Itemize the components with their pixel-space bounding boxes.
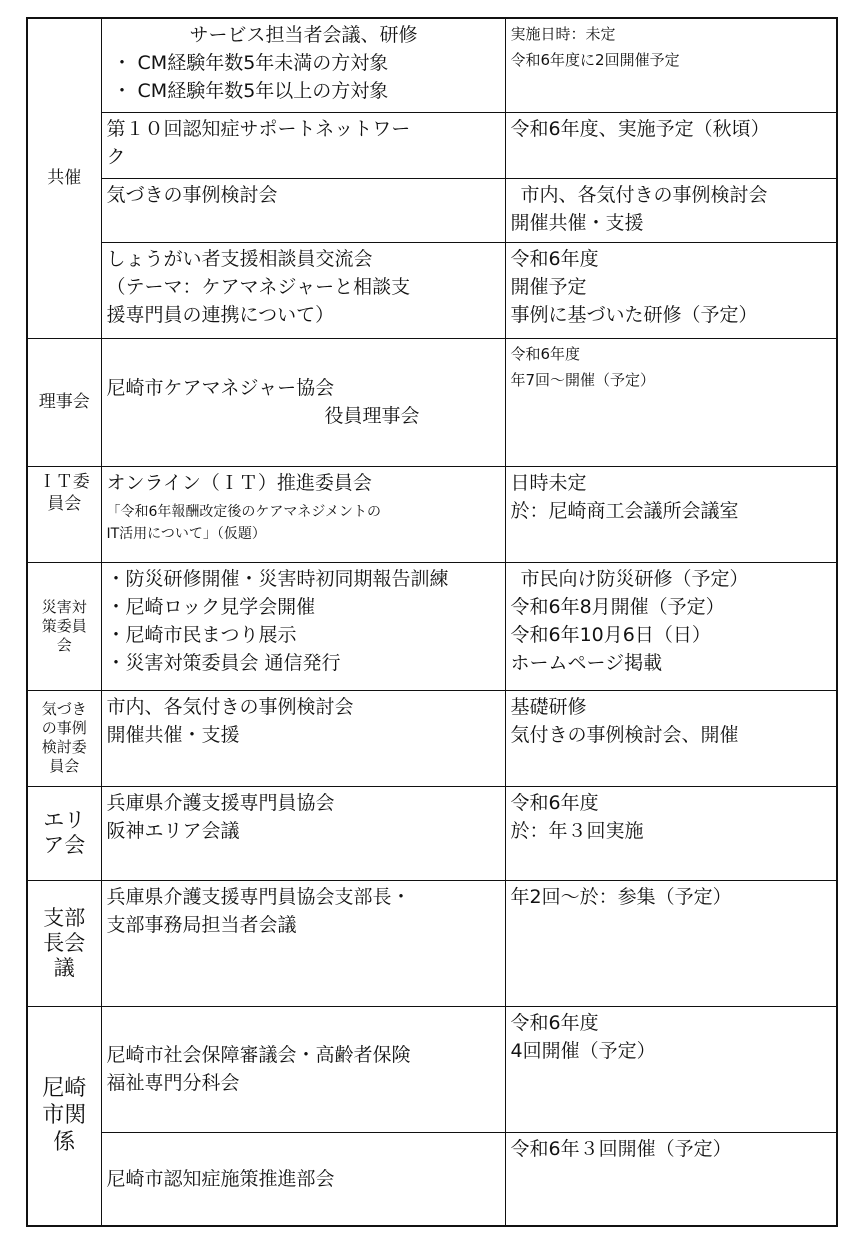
category-label: 長会 (43, 930, 86, 955)
schedule-cell (505, 786, 837, 880)
schedule-text: 事例に基づいた研修（予定） (510, 303, 758, 326)
category-label: 検討委 (41, 738, 87, 756)
event-text: 福祉専門分科会 (106, 1072, 240, 1094)
category-label: 災害対 (41, 597, 87, 616)
schedule-text: 開催予定 (510, 275, 587, 298)
category-cell-disaster (27, 562, 101, 690)
schedule-cell (505, 466, 837, 562)
table-row (27, 1006, 837, 1132)
event-bullet: ・尼崎ロック見学会開催 (106, 595, 316, 618)
schedule-text: 令和6年３回開催（予定） (510, 1137, 732, 1160)
event-text: 第１０回認知症サポートネットワー (106, 117, 411, 140)
event-bullet: ・尼崎市民まつり展示 (106, 623, 297, 646)
schedule-cell (505, 690, 837, 786)
schedule-cell (505, 178, 837, 242)
event-text: 開催共催・支援 (106, 723, 240, 746)
event-text: 阪神エリア会議 (106, 819, 240, 842)
event-note: IT活用について」（仮題） (106, 525, 266, 542)
event-text: 兵庫県介護支援専門員協会支部長・ (106, 885, 411, 908)
schedule-cell (505, 338, 837, 466)
schedule-text: 於：年３回実施 (510, 819, 644, 842)
table-row (27, 466, 837, 562)
event-text: 市内、各気付きの事例検討会 (106, 695, 354, 718)
schedule-text: 於：尼崎商工会議所会議室 (510, 499, 739, 522)
category-label: 尼崎 (42, 1076, 87, 1102)
event-cell (101, 1132, 505, 1226)
category-cell-kyosai (27, 18, 101, 338)
category-label: エリ (43, 808, 86, 832)
category-label: 係 (53, 1130, 76, 1156)
event-cell (101, 112, 505, 178)
schedule-cell (505, 880, 837, 1006)
event-text: 尼崎市認知症施策推進部会 (106, 1167, 335, 1190)
event-text: 役員理事会 (324, 405, 420, 427)
event-text: 援専門員の連携について） (106, 303, 335, 326)
event-text: 兵庫県介護支援専門員協会 (106, 791, 335, 814)
event-text: オンライン（ＩＴ）推進委員会 (106, 471, 372, 494)
event-text: しょうがい者支援相談員交流会 (106, 247, 373, 270)
schedule-cell (505, 1132, 837, 1226)
event-text: ク (106, 145, 126, 168)
schedule-text: 令和6年度 (510, 344, 581, 363)
event-cell (101, 338, 505, 466)
category-label: ア会 (43, 833, 86, 857)
table-row (27, 18, 837, 112)
schedule-text: 日時未定 (510, 471, 587, 494)
schedule-text: 令和6年度に2回開催予定 (510, 51, 680, 69)
category-label: 員会 (49, 757, 80, 775)
table-row (27, 880, 837, 1006)
event-text: （テーマ：ケアマネジャーと相談支 (106, 275, 411, 298)
schedule-text: 令和6年度 (510, 791, 599, 814)
schedule-text: 令和6年度、実施予定（秋頃） (510, 117, 770, 140)
table-row (27, 786, 837, 880)
schedule-text: 令和6年8月開催（予定） (510, 595, 725, 618)
category-cell-shibucho (27, 880, 101, 1006)
schedule-text: 令和6年10月6日（日） (510, 623, 711, 646)
event-bullet: ・ CM経験年数5年未満の方対象 (112, 52, 389, 74)
event-bullet: ・防災研修開催・災害時初同期報告訓練 (106, 567, 449, 590)
schedule-text: 気付きの事例検討会、開催 (510, 723, 739, 746)
category-label: ＩＴ委 (38, 471, 90, 492)
schedule-text: 基礎研修 (510, 695, 587, 718)
event-cell (101, 562, 505, 690)
event-cell (101, 690, 505, 786)
event-text: 尼崎市ケアマネジャー協会 (106, 377, 335, 399)
category-cell-amagasaki (27, 1006, 101, 1226)
table-row (27, 112, 837, 178)
category-label: 策委員 (41, 616, 87, 635)
schedule-cell (505, 1006, 837, 1132)
category-label: 市関 (42, 1103, 87, 1129)
schedule-text: 令和6年度 (510, 247, 599, 270)
event-cell (101, 242, 505, 338)
event-note: 「令和6年報酬改定後のケアマネジメントの (106, 503, 381, 520)
category-label: 員会 (47, 493, 82, 514)
event-cell (101, 1006, 505, 1132)
schedule-text: 年7回～開催（予定） (510, 370, 656, 389)
schedule-text: 4回開催（予定） (510, 1039, 656, 1062)
event-text: 尼崎市社会保障審議会・高齢者保険 (106, 1044, 411, 1066)
table-row (27, 178, 837, 242)
category-label: 支部 (43, 905, 86, 930)
category-label: 議 (53, 955, 75, 980)
event-text: 支部事務局担当者会議 (106, 913, 297, 936)
event-cell (101, 880, 505, 1006)
schedule-cell (505, 562, 837, 690)
schedule-table (26, 17, 838, 1227)
schedule-text: 市民向け防災研修（予定） (520, 567, 749, 590)
category-label: 気づき (41, 700, 87, 718)
category-label: の事例 (41, 719, 87, 737)
table-row (27, 562, 837, 690)
table-row (27, 1132, 837, 1226)
schedule-text: 市内、各気付きの事例検討会 (520, 183, 768, 206)
category-label: 理事会 (38, 392, 90, 412)
schedule-cell (505, 242, 837, 338)
event-cell (101, 178, 505, 242)
category-label: 共催 (47, 168, 82, 189)
event-text: 気づきの事例検討会 (106, 183, 278, 206)
category-cell-rijikai (27, 338, 101, 466)
event-title: サービス担当者会議、研修 (189, 24, 418, 46)
event-cell (101, 466, 505, 562)
category-label: 会 (56, 635, 72, 654)
category-cell-kizuki (27, 690, 101, 786)
schedule-text: 実施日時：未定 (510, 25, 616, 43)
schedule-text: 年2回～於：参集（予定） (510, 885, 732, 908)
table-row (27, 338, 837, 466)
schedule-cell (505, 18, 837, 112)
schedule-text: 令和6年度 (510, 1011, 599, 1034)
event-bullet: ・災害対策委員会 通信発行 (106, 651, 341, 674)
event-bullet: ・ CM経験年数5年以上の方対象 (112, 80, 389, 102)
event-cell (101, 786, 505, 880)
schedule-text: 開催共催・支援 (510, 211, 644, 234)
table-row (27, 690, 837, 786)
schedule-cell (505, 112, 837, 178)
category-cell-area (27, 786, 101, 880)
category-cell-it (27, 466, 101, 562)
event-cell (101, 18, 505, 112)
schedule-text: ホームページ掲載 (510, 651, 663, 674)
table-row (27, 242, 837, 338)
